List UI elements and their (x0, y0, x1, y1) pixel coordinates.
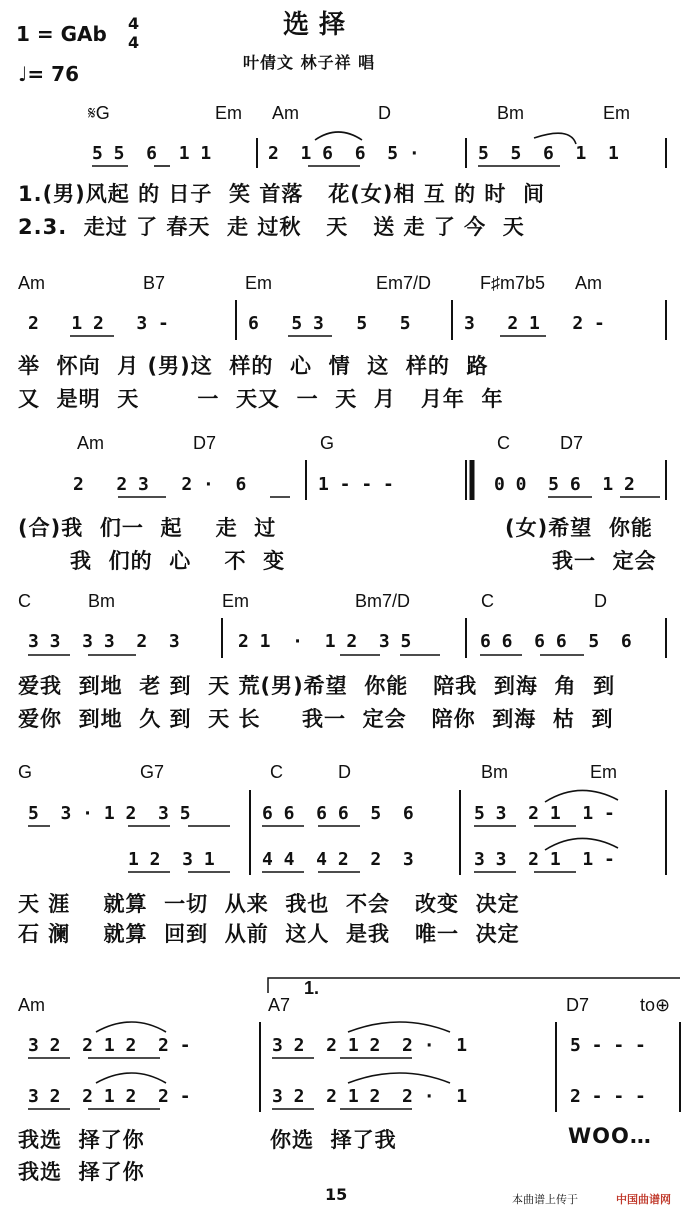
note-measure: 6 6 6 6 5 6 (480, 631, 632, 652)
chord: D7 (560, 433, 584, 453)
chord: C (497, 433, 510, 453)
chord: D (378, 103, 391, 123)
note-measure: 5 - - - (570, 1035, 646, 1056)
chord: F♯m7b5 (480, 273, 546, 293)
chord: D (594, 591, 607, 611)
lyric-verse-2: 我 们的 心 不 变 (70, 549, 286, 573)
note-measure-harmony: 1 2 3 1 (128, 849, 215, 870)
lyric-verse-2-right: 我一 定会 (552, 549, 657, 573)
volta-number: 1. (304, 978, 320, 998)
lyric-verse-2: 爱你 到地 久 到 天 长 我一 定会 陪你 到海 枯 到 (18, 707, 614, 731)
note-measure: 6 6 6 6 5 6 (262, 803, 414, 824)
tempo-marking: ♩= 76 (18, 62, 79, 86)
volta-bracket (268, 978, 680, 993)
note-measure: 2 2 3 2 · 6 (73, 474, 247, 495)
note-measure: 2 1 2 3 - (28, 313, 169, 334)
note-measure: 3 2 2 1 2 2 · 1 (272, 1035, 468, 1056)
note-measure: 2 1 · 1 2 3 5 (238, 631, 412, 652)
lyric-verse-1: 爱我 到地 老 到 天 荒(男)希望 你能 陪我 到海 角 到 (18, 674, 616, 698)
chord: Em (245, 273, 272, 293)
coda-jump-marking: to⊕ (640, 995, 671, 1015)
time-signature-bottom: 4 (128, 33, 140, 52)
lyric-verse-1: 天 涯 就算 一切 从来 我也 不会 改变 决定 (18, 892, 520, 916)
lyric-verse-2: 又 是明 天 一 天又 一 天 月 月年 年 (18, 387, 504, 411)
lyric-verse-2: 2.3. 走过 了 春天 走 过秋 天 送 走 了 今 天 (18, 215, 525, 239)
performers-credit: 叶倩文 林子祥 唱 (243, 53, 376, 72)
note-measure: 3 3 3 3 2 3 (28, 631, 180, 652)
chord: C (18, 591, 31, 611)
note-measure: 5 5 6 1 1 (478, 143, 619, 164)
chord: Bm (481, 762, 508, 782)
song-title: 选择 (283, 10, 356, 40)
note-measure: 5 3 · 1 2 3 5 (28, 803, 191, 824)
note-measure: 2 1 6 6 5 · (268, 143, 420, 164)
page-number: 15 (325, 1185, 348, 1204)
chord: D7 (193, 433, 217, 453)
chord: 𝄋G (88, 103, 110, 123)
lyric-verse-2: 我选 择了你 (18, 1160, 145, 1184)
chord: C (481, 591, 494, 611)
note-measure-harmony: 3 2 2 1 2 2 · 1 (272, 1086, 468, 1107)
note-measure-harmony: 3 3 2 1 1 - (474, 849, 615, 870)
site-logo-text: 中国曲谱网 (616, 1193, 671, 1206)
note-measure: 5 5 6 1 1 (92, 143, 212, 164)
lyric-verse-1: (合)我 们一 起 走 过 (18, 516, 277, 540)
chord: G (18, 762, 33, 782)
chord: Am (272, 103, 299, 123)
chord: A7 (268, 995, 291, 1015)
note-measure: 5 3 2 1 1 - (474, 803, 615, 824)
note-measure: 1 - - - (318, 474, 394, 495)
note-measure: 0 0 5 6 1 2 (494, 474, 635, 495)
chord: G7 (140, 762, 165, 782)
chord: Am (18, 273, 45, 293)
chord: Am (77, 433, 104, 453)
chord: Bm (88, 591, 115, 611)
note-measure-harmony: 4 4 4 2 2 3 (262, 849, 414, 870)
lyric-verse-1-right: (女)希望 你能 (505, 516, 653, 540)
chord: Am (575, 273, 602, 293)
chord: D (338, 762, 351, 782)
chord: C (270, 762, 283, 782)
lyric-verse-2: 石 澜 就算 回到 从前 这人 是我 唯一 决定 (18, 922, 520, 946)
lyric-woo: WOO… (568, 1124, 652, 1148)
chord: Em (215, 103, 242, 123)
key-signature: 1 = GAb (16, 22, 107, 46)
lyric-verse-1-mid: 你选 择了我 (270, 1128, 397, 1152)
lyric-verse-1: 举 怀向 月 (男)这 样的 心 情 这 样的 路 (18, 354, 489, 378)
lyric-verse-1: 1.(男)风起 的 日子 笑 首落 花(女)相 互 的 时 间 (18, 182, 546, 206)
time-signature-top: 4 (128, 14, 140, 33)
note-measure: 6 5 3 5 5 (248, 313, 411, 334)
chord: Bm (497, 103, 524, 123)
note-measure-harmony: 3 2 2 1 2 2 - (28, 1086, 191, 1107)
chord: Em (590, 762, 617, 782)
chord: G (320, 433, 335, 453)
chord: Em (603, 103, 630, 123)
note-measure: 3 2 2 1 2 2 - (28, 1035, 191, 1056)
upload-note: 本曲谱上传于 (512, 1193, 578, 1206)
chord: Em7/D (376, 273, 432, 293)
chord: B7 (143, 273, 166, 293)
chord: D7 (566, 995, 590, 1015)
chord: Bm7/D (355, 591, 411, 611)
chord: Em (222, 591, 249, 611)
note-measure-harmony: 2 - - - (570, 1086, 646, 1107)
lyric-verse-1: 我选 择了你 (18, 1128, 145, 1152)
note-measure: 3 2 1 2 - (464, 313, 605, 334)
chord: Am (18, 995, 45, 1015)
